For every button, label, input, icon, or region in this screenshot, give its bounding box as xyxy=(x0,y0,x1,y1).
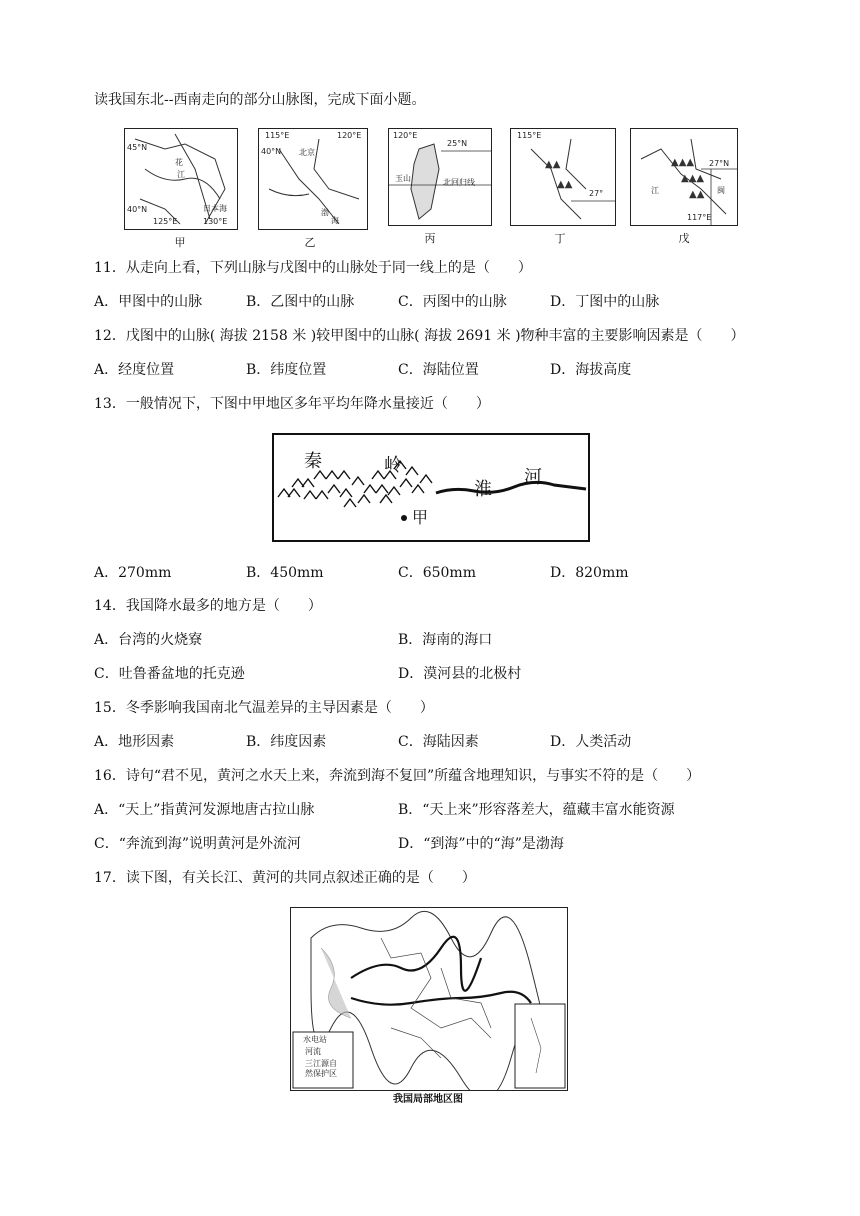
q14-option-d[interactable]: D．漠河县的北极村 xyxy=(398,666,522,682)
q12-option-d[interactable]: D．海拔高度 xyxy=(550,362,632,378)
map-wu-text-2: 117°E xyxy=(687,213,712,222)
question-17 xyxy=(94,868,476,888)
question-11-number: 11． xyxy=(94,260,126,276)
question-14-number: 14． xyxy=(94,598,126,614)
map-bing xyxy=(388,128,492,226)
question-16 xyxy=(94,766,700,786)
china-regional-map xyxy=(290,907,568,1091)
map-yi-text-3: 40°N xyxy=(261,147,282,156)
map-wu xyxy=(630,128,738,226)
q13-option-b[interactable]: B．450mm xyxy=(246,565,324,581)
legend-sanjiangyuan-1: 三江源自 xyxy=(305,1059,337,1068)
q11-option-a[interactable]: A．甲图中的山脉 xyxy=(94,294,203,310)
question-17-text: 读下图，有关长江、黄河的共同点叙述正确的是（ ） xyxy=(125,870,476,886)
map-bing-text-2: 25°N xyxy=(447,139,468,148)
q12-option-c[interactable]: C．海陆位置 xyxy=(398,362,479,378)
svg-text:▲▲: ▲▲ xyxy=(689,189,705,200)
map-yi-text-6: 海 xyxy=(331,216,339,225)
map-wu-text-1: 27°N xyxy=(709,159,730,168)
svg-text:▲▲▲: ▲▲▲ xyxy=(671,157,695,168)
q15-option-d[interactable]: D．人类活动 xyxy=(550,734,632,750)
question-12-number: 12． xyxy=(94,328,126,344)
map-wu-drawing xyxy=(631,129,737,225)
legend-sanjiangyuan-2: 然保护区 xyxy=(305,1069,337,1078)
question-14-text: 我国降水最多的地方是（ ） xyxy=(125,598,322,614)
map-wu-label: 戊 xyxy=(678,232,690,245)
q16-option-b[interactable]: B．“天上来”形容落差大，蕴藏丰富水能资源 xyxy=(398,802,675,818)
question-16-number: 16． xyxy=(94,768,126,784)
question-13-text: 一般情况下，下图中甲地区多年平均年降水量接近（ ） xyxy=(125,396,490,412)
q16-option-d[interactable]: D．“到海”中的“海”是渤海 xyxy=(398,836,564,852)
q16-option-a[interactable]: A．“天上”指黄河发源地唐古拉山脉 xyxy=(94,802,315,818)
legend-river: 河流 xyxy=(305,1047,321,1056)
q14-option-a[interactable]: A．台湾的火烧寮 xyxy=(94,632,203,648)
question-15-number: 15． xyxy=(94,700,126,716)
map-ding-drawing xyxy=(511,129,615,225)
map-bing-label: 丙 xyxy=(424,232,436,245)
map-ding-text-2: 27° xyxy=(589,189,604,198)
question-16-text: 诗句“君不见，黄河之水天上来，奔流到海不复回”所蕴含地理知识，与事实不符的是（ ） xyxy=(125,768,701,784)
question-15-text: 冬季影响我国南北气温差异的主导因素是（ ） xyxy=(125,700,434,716)
huaihe-label-huai: 淮 xyxy=(474,479,492,500)
map-jia xyxy=(124,128,238,230)
map-bing-text-3: 玉山 xyxy=(395,174,411,183)
map-jia-text-2: 花 xyxy=(175,158,183,167)
map-yi-label: 乙 xyxy=(304,236,316,249)
legend-hydropower-station: 水电站 xyxy=(303,1035,327,1044)
question-14 xyxy=(94,596,322,616)
map-yi-drawing xyxy=(259,129,367,229)
point-jia-label: 甲 xyxy=(412,508,429,527)
qinling-label-ling: 岭 xyxy=(384,455,402,476)
svg-text:▲▲: ▲▲ xyxy=(545,159,561,170)
map-bing-text-4: 北回归线 xyxy=(443,178,475,187)
map-ding-label: 丁 xyxy=(554,232,566,245)
map-yi xyxy=(258,128,368,230)
map-yi-text-2: 120°E xyxy=(337,131,362,140)
q14-option-c[interactable]: C．吐鲁番盆地的托克逊 xyxy=(94,666,245,682)
q15-option-a[interactable]: A．地形因素 xyxy=(94,734,175,750)
map-bing-text-1: 120°E xyxy=(393,131,418,140)
question-13-number: 13． xyxy=(94,396,126,412)
map-wu-text-4: 江 xyxy=(651,186,659,195)
map-yi-text-5: 渤 xyxy=(321,208,329,217)
qinling-label-qin: 秦 xyxy=(304,451,322,472)
map-wu-text-3: 闽 xyxy=(717,186,725,195)
map-ding xyxy=(510,128,616,226)
map-jia-text-3: 江 xyxy=(177,170,185,179)
map-jia-text-7: 日本海 xyxy=(203,204,227,213)
map-yi-text-1: 115°E xyxy=(265,131,290,140)
map-ding-text-1: 115°E xyxy=(517,131,542,140)
q11-option-b[interactable]: B．乙图中的山脉 xyxy=(246,294,355,310)
map-jia-text-6: 130°E xyxy=(203,217,228,226)
q13-option-c[interactable]: C．650mm xyxy=(398,565,476,581)
q11-option-d[interactable]: D．丁图中的山脉 xyxy=(550,294,660,310)
svg-text:▲▲▲: ▲▲▲ xyxy=(681,173,705,184)
china-map-caption: 我国局部地区图 xyxy=(393,1094,463,1105)
question-11 xyxy=(94,258,532,278)
question-15 xyxy=(94,698,434,718)
svg-text:▲▲: ▲▲ xyxy=(557,179,573,190)
q15-option-b[interactable]: B．纬度因素 xyxy=(246,734,327,750)
q12-option-a[interactable]: A．经度位置 xyxy=(94,362,175,378)
q14-option-b[interactable]: B．海南的海口 xyxy=(398,632,493,648)
q11-option-c[interactable]: C．丙图中的山脉 xyxy=(398,294,507,310)
question-17-number: 17． xyxy=(94,870,126,886)
huaihe-label-he: 河 xyxy=(524,467,542,488)
q13-option-a[interactable]: A．270mm xyxy=(94,565,172,581)
intro-text: 读我国东北--西南走向的部分山脉图，完成下面小题。 xyxy=(94,92,426,108)
question-11-text: 从走向上看，下列山脉与戊图中的山脉处于同一线上的是（ ） xyxy=(125,260,532,276)
map-jia-label: 甲 xyxy=(174,236,186,249)
question-12-text: 戊图中的山脉( 海拔 2158 米 )较甲图中的山脉( 海拔 2691 米 )物种丰富的主要影响因素是（ ） xyxy=(125,328,745,344)
question-12 xyxy=(94,326,745,346)
q15-option-c[interactable]: C．海陆因素 xyxy=(398,734,479,750)
q16-option-c[interactable]: C．“奔流到海”说明黄河是外流河 xyxy=(94,836,302,852)
question-13 xyxy=(94,394,490,414)
map-jia-text-4: 40°N xyxy=(127,205,148,214)
q13-option-d[interactable]: D．820mm xyxy=(550,565,629,581)
map-yi-text-4: 北京 xyxy=(299,148,315,157)
map-jia-text-1: 45°N xyxy=(127,143,148,152)
qinling-huaihe-figure xyxy=(272,433,590,542)
map-jia-text-5: 125°E xyxy=(153,217,178,226)
q12-option-b[interactable]: B．纬度位置 xyxy=(246,362,327,378)
